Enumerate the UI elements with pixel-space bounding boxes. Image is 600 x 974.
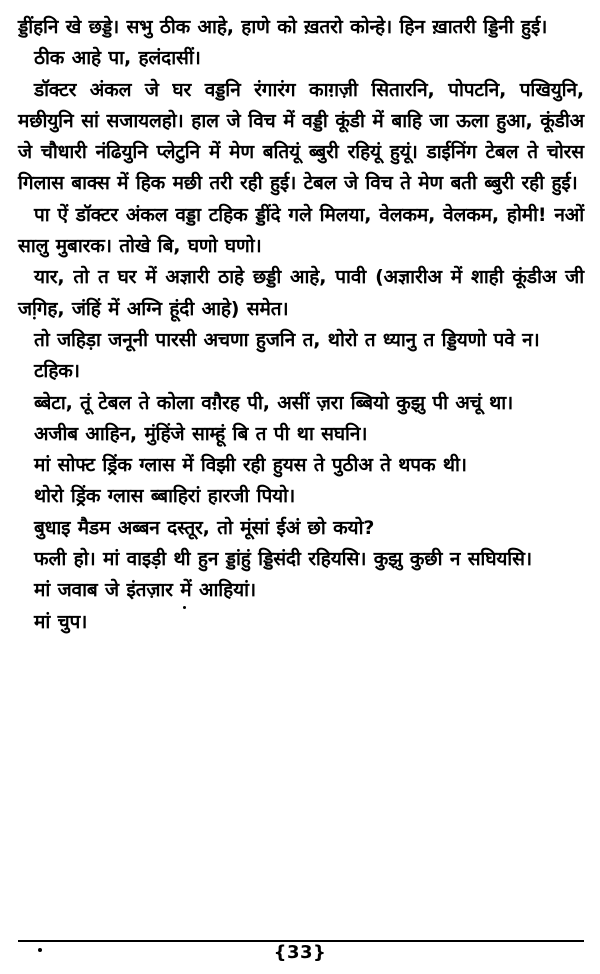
paragraph-10: मां सोफ्ट ड्रिंक ग्लास में विझी रही हुयस ते पुठीअ ते थपक थी।	[34, 454, 467, 477]
paragraph-13: फली हो। मां वाइड़ी थी हुन ड्डांहुं ड्डिसंदी रहियसि। कुझु कुछी न सघियसि।	[34, 548, 532, 571]
paragraph-7: टहिक।	[34, 360, 80, 383]
paragraph-4: पा ऐं डॉक्टर अंकल वड्डा टहिक ड्डींदे गले मिलया, वेलकम, वेलकम, होमी! नओं सालु मुबारक। तोखे बि, घणो घणो।	[18, 203, 584, 258]
paragraph-11: थोरो ड्रिंक ग्लास ब्बाहिरां हारजी पियो।	[34, 485, 296, 508]
paragraph-14: मां जवाब जे इंतज़ार में आहियां।	[34, 579, 256, 602]
page-number: {33}	[273, 942, 327, 963]
print-speck	[183, 606, 186, 609]
paragraph-3: डॉक्टर अंकल जे घर वड्डनि रंगारंग काग़ज़ी सितारनि, पोपटनि, पखियुनि, मछीयुनि सां सजायलहो। हाल जे विच में वड्डी कूंडी में बाहि जा ऊला हुआ, कूंडीअ जे चौधारी नंढियुनि प्लेटुनि में मेण बतियूं ब्बुरी रहियूं हुयूं। डाईनिंग टेबल ते चोरस गिलास बाक्स में हिक मछी तरी रही हुई। टेबल जे विच ते मेण बती ब्बुरी रही हुई।	[18, 78, 584, 195]
paragraph-15: मां चुप।	[34, 610, 88, 633]
paragraph-1: ड्डींहनि खे छड्डे। सभु ठीक आहे, हाणे को ख़तरो कोन्हे। हिन ख़ातरी ड्डिनी हुई।	[18, 16, 548, 38]
paragraph-6: तो जहिड़ा जनूनी पारसी अचणा हुजनि त, थोरो त ध्यानु त ड्डियणो पवे न।	[34, 328, 540, 351]
paragraph-5: यार, तो त घर में अज्ञारी ठाहे छड्डी आहे, पावी (अज्ञारीअ में शाही कूंडीअ जी जगि़ह, जंहिं में अग्नि हूंदी आहे) समेत।	[18, 266, 584, 320]
paragraph-8: ब्बेटा, तूं टेबल ते कोला वग़ैरह पी, असीं ज़रा ब्बियो कुझु पी अचूं था।	[34, 391, 514, 414]
paragraph-9: अजीब आहिन, मुंहिंजे साम्हूं बि त पी था सघनि।	[34, 422, 368, 445]
paragraph-12: बुधाइ मैडम अब्बन दस्तूर, तो मूंसां ईअं छो कयो?	[34, 516, 375, 539]
body-text	[18, 12, 584, 638]
paragraph-2: ठीक आहे पा, हलंदासीं।	[34, 47, 201, 70]
